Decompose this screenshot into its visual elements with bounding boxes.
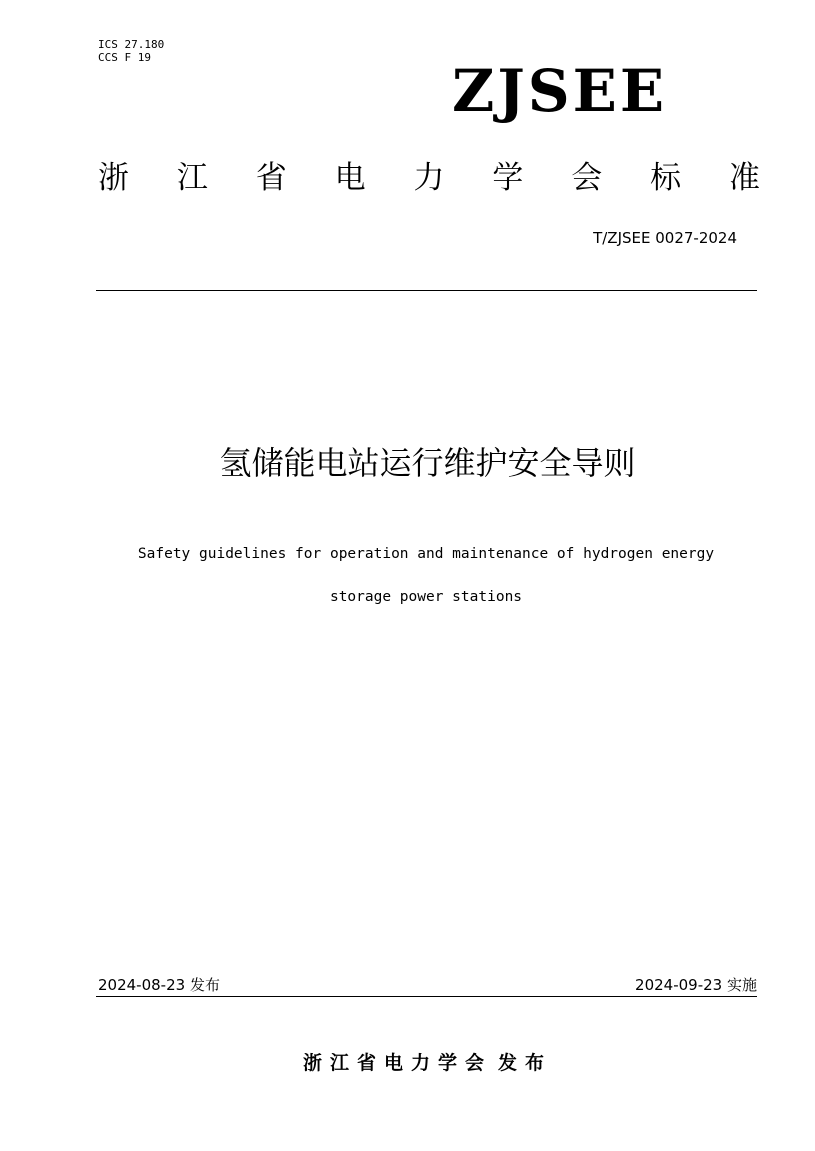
org-title-char: 标	[650, 160, 682, 196]
document-title-chinese: 氢储能电站运行维护安全导则	[219, 444, 636, 482]
document-title-english-line1: Safety guidelines for operation and maintenance of hydrogen energy	[137, 546, 715, 562]
org-title-char: 江	[176, 160, 208, 196]
implementation-date: 2024-09-23 实施	[635, 976, 757, 994]
publisher-line	[0, 1048, 815, 1078]
organization-standard-title	[98, 156, 760, 200]
ics-code: ICS 27.180	[98, 38, 165, 51]
publisher-action: 发布	[498, 1052, 553, 1074]
standard-number: T/ZJSEE 0027-2024	[593, 229, 737, 247]
org-title-char: 力	[413, 160, 445, 196]
document-title-english-line2: storage power stations	[329, 589, 523, 605]
org-title-char: 电	[334, 160, 366, 196]
issue-date: 2024-08-23 发布	[98, 976, 220, 994]
org-title-char: 省	[255, 160, 287, 196]
publisher-org: 浙江省电力学会	[302, 1052, 492, 1074]
org-title-char: 浙	[98, 160, 129, 196]
org-title-char: 学	[492, 160, 524, 196]
brand-logo-text: ZJSEE	[452, 57, 668, 125]
classification-codes	[98, 38, 164, 64]
header-divider	[96, 290, 757, 291]
org-title-char: 准	[729, 160, 760, 196]
dates-bar	[96, 974, 757, 997]
ccs-code: CCS F 19	[98, 51, 151, 64]
org-title-char: 会	[571, 160, 603, 196]
